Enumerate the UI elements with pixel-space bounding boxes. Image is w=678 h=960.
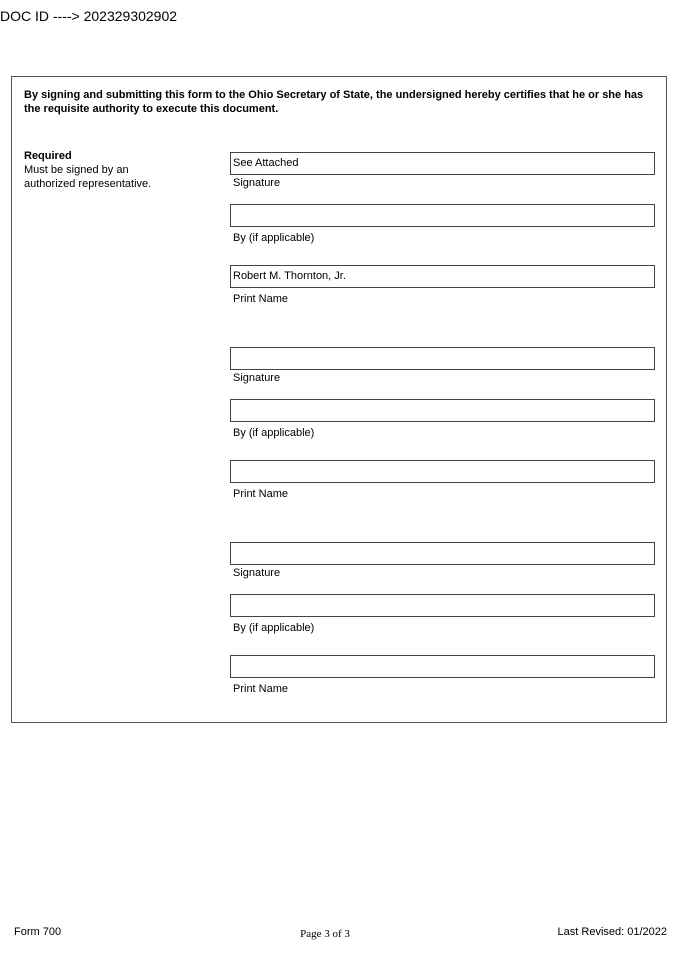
required-title: Required — [24, 150, 72, 162]
by-label-1: By (if applicable) — [233, 232, 315, 244]
print-name-field-2[interactable] — [230, 460, 655, 483]
print-name-field-1[interactable]: Robert M. Thornton, Jr. — [230, 265, 655, 288]
print-name-label-3: Print Name — [233, 683, 289, 695]
footer-last-revised: Last Revised: 01/2022 — [557, 926, 667, 938]
signature-field-1[interactable]: See Attached — [230, 152, 655, 175]
print-name-label-1: Print Name — [233, 293, 289, 305]
print-name-field-3[interactable] — [230, 655, 655, 678]
signature-label-1: Signature — [233, 177, 281, 189]
by-label-3: By (if applicable) — [233, 622, 315, 634]
print-name-label-2: Print Name — [233, 488, 289, 500]
by-field-2[interactable] — [230, 399, 655, 422]
required-text: Must be signed by an authorized representative. — [24, 164, 152, 190]
signature-field-3[interactable] — [230, 542, 655, 565]
by-label-2: By (if applicable) — [233, 427, 315, 439]
footer-form-number: Form 700 — [14, 926, 62, 938]
by-field-1[interactable] — [230, 204, 655, 227]
doc-id: DOC ID ----> 202329302902 — [0, 8, 178, 24]
signature-field-2[interactable] — [230, 347, 655, 370]
signature-label-2: Signature — [233, 372, 281, 384]
by-field-3[interactable] — [230, 594, 655, 617]
signature-label-3: Signature — [233, 567, 281, 579]
certification-statement: By signing and submitting this form to the Ohio Secretary of State, the undersigned hereby certifies that he or she has the requisite authority to execute this document. — [24, 89, 644, 115]
footer-page-number: Page 3 of 3 — [300, 928, 350, 940]
